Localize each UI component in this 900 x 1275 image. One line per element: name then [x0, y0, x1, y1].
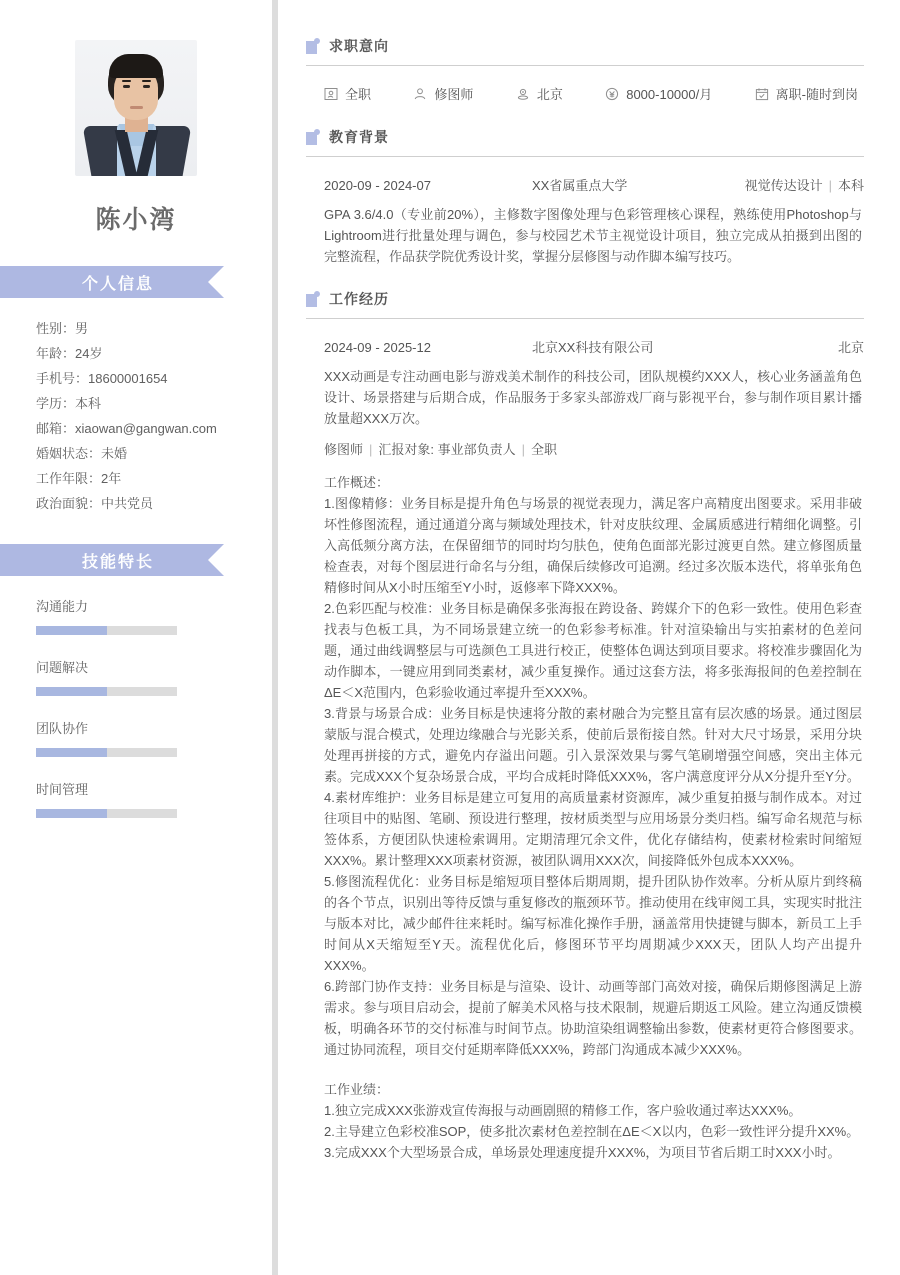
list-item: 年龄：24岁: [36, 346, 103, 361]
section-header: [306, 36, 864, 56]
skill-progress-fill: [36, 748, 107, 757]
work-entry-header: [306, 319, 864, 366]
skill-progress-track: [36, 687, 177, 696]
education-major-degree: [745, 175, 864, 194]
skills-banner: [0, 544, 208, 576]
section-job-intention: [306, 36, 864, 123]
salary-icon: [605, 87, 619, 101]
spacer: [324, 1060, 862, 1079]
job-type-icon: [324, 87, 338, 101]
avatar: [75, 40, 197, 176]
skill-progress-fill: [36, 626, 107, 635]
skill-item: [36, 657, 272, 696]
skill-label: 问题解决: [36, 660, 89, 675]
intent-job-type: [324, 84, 371, 103]
intent-label: 北京: [536, 87, 563, 102]
skill-progress-track: [36, 626, 177, 635]
work-role: 修图师: [324, 442, 364, 457]
overview-item: 4.素材库维护：业务目标是建立可复用的高质量素材资源库，减少重复拍摄与制作成本。对过往项目中的贴图、笔刷、预设进行整理，按材质类型与应用场景分类归档。编写命名规范与标签体系，方便团队快速检索调用。定期清理冗余文件，优化存储结构，使素材检索时间缩短XXX%。累计整理XXX项素材资源，被团队调用XXX次，间接降低外包成本XXX%。: [324, 790, 862, 868]
achievement-item: 2.主导建立色彩校准SOP，使多批次素材色差控制在ΔE＜X以内，色彩一致性评分提升XX%。: [324, 1124, 860, 1139]
job-intention-row: [306, 66, 864, 123]
skill-item: [36, 779, 272, 818]
achievement-item: 1.独立完成XXX张游戏宣传海报与动画剧照的精修工作，客户验收通过率达XXX%。: [324, 1103, 802, 1118]
section-marker-icon: [306, 129, 320, 145]
education-date: 2020-09 - 2024-07: [324, 178, 431, 193]
overview-item: 1.图像精修：业务目标是提升角色与场景的视觉表现力，满足客户高精度出图要求。采用非破坏性修图流程，通过通道分离与频域处理技术，针对皮肤纹理、金属质感进行精细化调整。引入高低频分离方法，在保留细节的同时均匀肤色，使角色面部光影过渡更自然。建立修图质量检查表，对每个图层进行命名与分组，确保后续修改可追溯。经过多次版本迭代，将单张角色精修时间从X小时压缩至Y小时，返修率下降XXX%。: [324, 496, 862, 595]
achievement-title: 工作业绩：: [324, 1082, 390, 1097]
personal-info-list: [0, 298, 272, 516]
section-title: 工作经历: [329, 291, 389, 307]
achievement-item: 3.完成XXX个大型场景合成，单场景处理速度提升XXX%，为项目节省后期工时XXX小时。: [324, 1145, 841, 1160]
section-education: [306, 127, 864, 267]
education-entry-header: [306, 157, 864, 204]
skill-item: [36, 596, 272, 635]
overview-title: 工作概述：: [324, 475, 390, 490]
intent-label: 离职-随时到岗: [775, 87, 858, 102]
intent-availability: [755, 84, 858, 103]
list-item: 婚姻状态：未婚: [36, 446, 128, 461]
calendar-icon: [755, 87, 769, 101]
skills-list: [0, 576, 272, 818]
column-divider: [272, 0, 278, 1275]
education-description: GPA 3.6/4.0（专业前20%），主修数字图像处理与色彩管理核心课程，熟练使用Photoshop与Lightroom进行批量处理与调色，参与校园艺术节主视觉设计项目，独立完成从拍摄到出图的完整流程，作品获学院优秀设计奖，掌握分层修图与动作脚本编写技巧。: [324, 207, 862, 264]
skill-label: 沟通能力: [36, 599, 89, 614]
overview-item: 5.修图流程优化：业务目标是缩短项目整体后期周期，提升团队协作效率。分析从原片到终稿的各个节点，识别出等待反馈与重复修改的瓶颈环节。推动使用在线审阅工具，实现实时批注与版本对比，减少邮件往来耗时。编写标准化操作手册，涵盖常用快捷键与脚本，新员工上手时间从X天缩短至Y天。流程优化后，修图环节平均周期减少XXX天，团队人均产出提升XXX%。: [324, 874, 862, 973]
skill-label: 时间管理: [36, 782, 89, 797]
education-school: XX省属重点大学: [532, 178, 628, 193]
candidate-name: 陈小湾: [95, 206, 177, 234]
personal-info-title: 个人信息: [81, 275, 154, 293]
person-icon: [413, 87, 427, 101]
education-major: 视觉传达设计: [744, 178, 823, 193]
list-item: 手机号：18600001654: [36, 371, 168, 386]
work-job-type: 全职: [531, 442, 558, 457]
work-report-to: 汇报对象: 事业部负责人: [378, 442, 516, 457]
skill-progress-track: [36, 809, 177, 818]
work-meta: [306, 429, 864, 458]
work-city: 北京: [837, 340, 864, 355]
text-separator: |: [521, 442, 526, 457]
avatar-container: [0, 0, 272, 176]
section-title: 求职意向: [329, 38, 389, 54]
overview-item: 2.色彩匹配与校准：业务目标是确保多张海报在跨设备、跨媒介下的色彩一致性。使用色彩查找表与色板工具，为不同场景建立统一的色彩参考标准。针对渲染输出与实拍素材的色差问题，通过曲线调整层与可选颜色工具进行校正，使整体色调达到项目要求。将校准步骤固化为动作脚本，一键应用到同类素材，减少重复操作。通过这套方法，将多张海报间的色差控制在ΔE＜X范围内，色彩验收通过率提升至XXX%。: [324, 601, 862, 700]
section-header: [306, 127, 864, 147]
education-degree: 本科: [837, 178, 864, 193]
personal-info-banner: [0, 266, 208, 298]
list-item: 邮箱：xiaowan@gangwan.com: [36, 421, 217, 436]
skill-progress-fill: [36, 687, 107, 696]
intent-salary: [605, 84, 712, 103]
location-icon: [516, 87, 530, 101]
skill-progress-fill: [36, 809, 107, 818]
intent-label: 全职: [345, 87, 372, 102]
section-header: [306, 289, 864, 309]
main-content: [272, 0, 900, 1275]
work-company: 北京XX科技有限公司: [532, 340, 654, 355]
list-item: 学历：本科: [36, 396, 102, 411]
section-marker-icon: [306, 291, 320, 307]
skill-progress-track: [36, 748, 177, 757]
list-item: 政治面貌：中共党员: [36, 496, 154, 511]
skill-item: [36, 718, 272, 757]
intent-label: 修图师: [434, 87, 474, 102]
section-work-experience: [306, 289, 864, 1163]
intent-label: 8000-10000/月: [626, 87, 713, 102]
list-item: 性别：男: [36, 321, 89, 336]
intent-position: [413, 84, 473, 103]
list-item: 工作年限：2年: [36, 471, 122, 486]
skills-title: 技能特长: [81, 553, 154, 571]
text-separator: |: [828, 178, 832, 193]
work-description: [306, 458, 864, 1163]
sidebar: [0, 0, 272, 1275]
section-marker-icon: [306, 38, 320, 54]
text-separator: |: [369, 442, 373, 457]
intent-location: [516, 84, 563, 103]
section-title: 教育背景: [329, 129, 389, 145]
company-intro: XXX动画是专注动画电影与游戏美术制作的科技公司，团队规模约XXX人，核心业务涵盖角色设计、场景搭建与后期合成，作品服务于多家头部游戏厂商与影视平台，参与制作项目累计播放量超XXX万次。: [324, 369, 862, 426]
overview-item: 3.背景与场景合成：业务目标是快速将分散的素材融合为完整且富有层次感的场景。通过图层蒙版与混合模式，处理边缘融合与光影关系，使前后景衔接自然。针对大尺寸场景，采用分块处理再拼接的方式，避免内存溢出问题。引入景深效果与雾气笔刷增强空间感，突出主体元素。完成XXX个复杂场景合成，平均合成耗时降低XXX%，客户满意度评分从X分提升至Y分。: [324, 706, 862, 784]
skill-label: 团队协作: [36, 721, 89, 736]
overview-item: 6.跨部门协作支持：业务目标是与渲染、设计、动画等部门高效对接，确保后期修图满足上游需求。参与项目启动会，提前了解美术风格与技术限制，规避后期返工风险。建立沟通反馈模板，明确各环节的交付标准与时间节点。协助渲染组调整输出参数，使素材更符合修图要求。通过协同流程，项目交付延期率降低XXX%，跨部门沟通成本减少XXX%。: [324, 979, 862, 1057]
work-date: 2024-09 - 2025-12: [324, 340, 431, 355]
